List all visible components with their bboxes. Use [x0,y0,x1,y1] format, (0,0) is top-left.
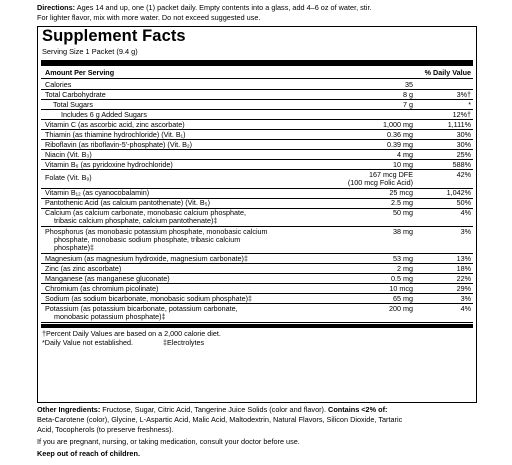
nutrient-daily-value: 30% [456,139,471,149]
table-row [41,160,473,170]
table-row [41,274,473,284]
footnote-dv: †Percent Daily Values are based on a 2,000 calorie diet. [42,329,221,338]
nutrient-name-line: Pantothenic Acid (as calcium pantothenate) (Vit. B₅) [45,198,210,208]
nutrient-amount-line: 50 mg [393,208,413,218]
nutrient-amount-line: 2 mg [397,263,413,273]
nutrient-daily-value: 1,042% [446,188,471,198]
table-row [41,140,473,150]
nutrient-daily-value: 3%† [456,89,471,99]
keep-out-warning: Keep out of reach of children. [37,449,140,459]
nutrient-daily-value: 30% [456,129,471,139]
nutrient-name [45,189,149,197]
nutrient-name [45,275,170,283]
nutrient-amount [341,209,413,217]
header-daily-value: % Daily Value [424,67,471,77]
table-row [41,80,473,90]
nutrient-daily-value: 588% [452,159,471,169]
nutrient-daily-value: 50% [456,198,471,208]
thick-divider-top [41,60,473,66]
nutrient-amount [341,265,413,273]
nutrient-name-line: Total Carbohydrate [45,89,106,99]
nutrient-name-line: Magnesium (as magnesium hydroxide, magnesium carbonate)‡ [45,253,248,263]
table-row [41,120,473,130]
nutrient-name-line: Niacin (Vit. B₃) [45,149,92,159]
nutrient-name-line: phosphate)‡ [54,243,94,253]
nutrient-daily-value: 18% [456,263,471,273]
nutrient-amount [341,131,413,139]
nutrient-name-line: Vitamin C (as ascorbic acid, zinc ascorbate) [45,119,185,129]
nutrient-amount [341,151,413,159]
nutrient-daily-value: 3% [460,293,471,303]
nutrient-amount-line: 7 g [403,99,413,109]
table-row [41,254,473,264]
contains-label: Contains <2% of: [328,405,388,414]
nutrient-name-line: phosphate, monobasic sodium phosphate, tribasic calcium [54,234,241,244]
nutrient-amount [341,275,413,283]
nutrient-amount-line: 25 mcg [389,188,413,198]
nutrient-amount [341,305,413,313]
nutrient-name-line: Calories [45,79,72,89]
nutrient-amount-line: 10 mcg [389,283,413,293]
nutrient-amount [341,285,413,293]
footnote-star: *Daily Value not established. [42,338,133,347]
table-row [41,189,473,199]
nutrient-name-line: Zinc (as zinc ascorbate) [45,263,122,273]
nutrient-amount-line: 4 mg [397,149,413,159]
nutrient-name-line: Folate (Vit. B₉) [45,173,92,183]
table-row [41,304,473,323]
nutrient-name-line: monobasic potassium phosphate)‡ [54,312,166,322]
nutrient-amount [341,228,413,236]
directions-text-1: Ages 14 and up, one (1) packet daily. Empty contents into a glass, add 4–6 oz of water, stir. [75,3,372,12]
nutrient-name [45,121,185,129]
table-row [41,100,473,110]
nutrient-amount-line: 0.39 mg [387,139,413,149]
nutrient-name [45,161,173,169]
nutrient-name-line: Sodium (as sodium bicarbonate, monobasic sodium phosphate)‡ [45,293,252,303]
nutrient-name-line: tribasic calcium phosphate, calcium pantothenate)‡ [54,216,218,226]
nutrient-name-line: Phosphorus (as monobasic potassium phosphate, monobasic calcium [45,226,268,236]
table-row [41,284,473,294]
nutrient-daily-value: 12%† [452,109,471,119]
nutrient-name [45,199,210,207]
other-ingredients-text-3: Acid, Tocopherols (to preserve freshness). [37,424,174,434]
other-ingredients-text-2: Beta-Carotene (color), Glycine, L-Aspartic Acid, Malic Acid, Maltodextrin, Natural Flavors, Silicon Dioxide, Tartaric [37,414,403,424]
directions-line-2: For lighter flavor, mix with more water. Do not exceed suggested use. [37,13,261,22]
nutrient-amount-line: 200 mg [389,303,413,313]
nutrient-amount [341,121,413,129]
nutrient-name [45,81,71,89]
nutrient-amount [341,101,413,109]
nutrient-name [45,295,252,303]
nutrient-amount-line: 0.36 mg [387,129,413,139]
nutrient-amount-line: (100 mcg Folic Acid) [347,177,413,187]
pregnancy-warning: If you are pregnant, nursing, or taking medication, consult your doctor before use. [37,437,300,447]
nutrient-name-line: Calcium (as calcium carbonate, monobasic calcium phosphate, [45,208,246,218]
nutrient-daily-value: 29% [456,283,471,293]
nutrient-amount [341,171,413,188]
panel-title: Supplement Facts [42,27,186,45]
nutrient-amount [341,141,413,149]
nutrient-amount [341,199,413,207]
directions-label: Directions: [37,3,76,12]
nutrient-name [45,131,186,139]
table-row [41,150,473,160]
nutrient-name-line: Potassium (as potassium bicarbonate, potassium carbonate, [45,303,238,313]
table-row [41,209,473,228]
nutrient-daily-value: 1,111% [447,119,471,129]
nutrient-amount-line: 1,000 mg [383,119,413,129]
footnote-not-established [42,339,204,347]
nutrient-amount [341,91,413,99]
supplement-facts-panel [37,26,477,403]
nutrient-amount-line: 38 mg [393,226,413,236]
nutrient-name-line: Vitamin B₆ (as pyridoxine hydrochloride) [45,159,173,169]
nutrient-name [45,305,238,322]
nutrient-name [45,91,106,99]
nutrient-name [61,111,147,119]
header-amount-per-serving: Amount Per Serving [45,67,115,77]
nutrient-daily-value: 4% [460,303,471,313]
nutrient-daily-value: 3% [460,226,471,236]
nutrient-name [45,285,158,293]
nutrient-amount [341,81,413,89]
nutrient-daily-value: 22% [456,273,471,283]
footnote-electrolytes: ‡Electrolytes [162,338,205,347]
nutrient-name [53,101,93,109]
other-ingredients-label: Other Ingredients: [37,405,101,414]
directions-line-1 [37,3,477,13]
nutrient-amount [341,189,413,197]
nutrient-name [45,265,121,273]
table-header-row [41,68,473,79]
nutrient-daily-value: * [468,99,471,109]
table-row [41,90,473,100]
table-row [41,110,473,120]
nutrient-name-line: Total Sugars [53,99,93,109]
nutrient-amount [341,295,413,303]
table-row [41,294,473,304]
nutrient-name [45,151,92,159]
nutrient-amount-line: 53 mg [393,253,413,263]
table-row [41,199,473,209]
nutrient-daily-value: 13% [456,253,471,263]
nutrient-name-line: Thiamin (as thiamine hydrochloride) (Vit. B₁) [45,129,186,139]
nutrient-daily-value: 25% [456,149,471,159]
directions [37,3,477,23]
nutrient-amount-line: 10 mg [393,159,413,169]
nutrient-name-line: Chromium (as chromium picolinate) [45,283,159,293]
nutrient-amount-line: 167 mcg DFE [369,169,413,179]
table-row [41,170,473,189]
nutrient-amount [341,161,413,169]
nutrient-name [45,174,92,182]
nutrient-amount-line: 35 [405,79,413,89]
other-ingredients-line-1 [37,405,477,415]
nutrient-daily-value: 42% [456,169,471,179]
nutrient-name [45,228,268,253]
nutrient-name-line: Manganese (as manganese gluconate) [45,273,170,283]
nutrient-amount-line: 2.5 mg [391,198,413,208]
nutrient-name-line: Riboflavin (as riboflavin-5'-phosphate) (Vit. B₂) [45,139,193,149]
nutrient-amount [341,255,413,263]
other-ingredients-text-1: Fructose, Sugar, Citric Acid, Tangerine Juice Solids (color and flavor). [100,405,329,414]
nutrient-name [45,141,192,149]
table-row [41,227,473,254]
nutrient-amount-line: 65 mg [393,293,413,303]
nutrient-amount-line: 0.5 mg [391,273,413,283]
nutrient-name-line: Vitamin B₁₂ (as cyanocobalamin) [45,188,150,198]
nutrient-name [45,255,248,263]
serving-size: Serving Size 1 Packet (9.4 g) [42,47,138,56]
nutrient-amount-line: 8 g [403,89,413,99]
table-row [41,130,473,140]
table-row [41,264,473,274]
nutrient-name [45,209,246,226]
nutrient-daily-value: 4% [460,208,471,218]
thick-divider-bottom [41,324,473,328]
nutrient-name-line: Includes 6 g Added Sugars [61,109,147,119]
other-ingredients [37,405,477,459]
